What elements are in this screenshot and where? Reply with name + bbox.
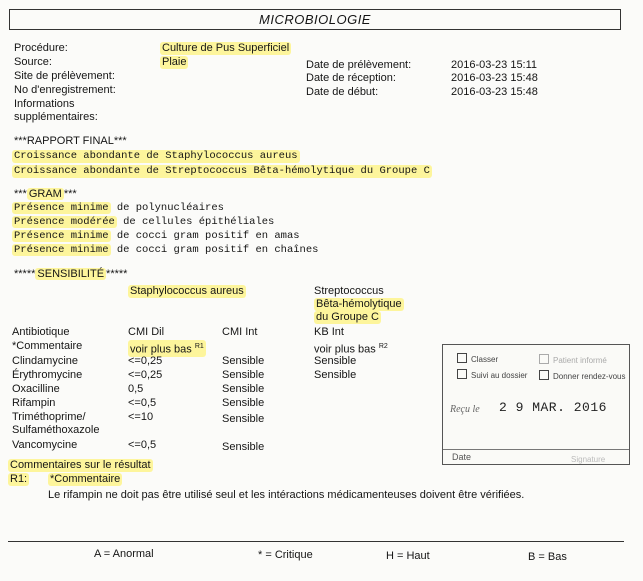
cmi-int-value: Sensible [222, 413, 265, 425]
antibiotic-name: Rifampin [12, 397, 56, 409]
cmi-dil-value: <=0,25 [128, 355, 163, 367]
stamp-divider [443, 449, 629, 450]
cmi-dil-value: <=0,25 [128, 369, 163, 381]
comments-heading: Commentaires sur le résultat [10, 459, 151, 471]
antibiotic-name: Érythromycine [12, 369, 83, 381]
cmi-int-value: Sensible [222, 441, 265, 453]
collection-site-label: Site de prélèvement: [14, 70, 115, 82]
gram-line-1: Présence minime de polynucléaires [14, 202, 224, 214]
col-kb-int-header: KB Int [314, 326, 344, 338]
comment-text: Le rifampin ne doit pas être utilisé seul et les intéractions médicamenteuses doivent être vérifiées. [48, 489, 525, 501]
gram-heading: *** GRAM *** [14, 188, 77, 200]
follow-up-option: Suivi au dossier [457, 369, 527, 381]
source-label: Source: [14, 56, 52, 68]
col-cmi-int-header: CMI Int [222, 326, 258, 338]
cmi-dil-value: 0,5 [128, 383, 144, 395]
additional-info-label-1: Informations [14, 98, 75, 110]
receipt-date-value: 2016-03-23 15:48 [451, 72, 538, 84]
gram-line-2: Présence modérée de cellules épithéliales [14, 216, 275, 228]
organism-2-name-line-3: du Groupe C [316, 311, 379, 323]
source-value: Plaie [162, 56, 187, 68]
organism-2-name-line-2: Bêta-hémolytique [316, 298, 402, 310]
sensitivity-heading: ***** SENSIBILITÉ ***** [14, 268, 128, 280]
cmi-int-value: Sensible [222, 369, 265, 381]
col-antibiotic-header: Antibiotique [12, 326, 70, 338]
cmi-int-value: Sensible [222, 383, 265, 395]
gram-line-4: Présence minime de cocci gram positif en chaînes [14, 244, 319, 256]
checkbox-icon [539, 354, 549, 364]
kb-int-value: Sensible [314, 355, 357, 367]
see-below-r2: voir plus bas $^{R2}$ [314, 343, 388, 356]
comment-title: *Commentaire [50, 473, 121, 485]
see-below-r1: voir plus bas $^{R1}$ [128, 340, 206, 357]
report-title: MICROBIOLOGIE [9, 9, 621, 30]
checkbox-icon [539, 370, 549, 380]
kb-int-value: Sensible [314, 369, 357, 381]
antibiotic-name: Clindamycine [12, 355, 79, 367]
legend-low: B = Bas [528, 551, 567, 563]
final-report-heading: ***RAPPORT FINAL*** [14, 135, 127, 147]
received-date: 2 9 MAR. 2016 [499, 400, 607, 415]
procedure-value: Culture de Pus Superficiel [162, 42, 290, 54]
start-date-label: Date de début: [306, 86, 379, 98]
antibiotic-name: Oxacilline [12, 383, 60, 395]
stamp-date-label: Date [452, 452, 472, 462]
antibiotic-name-line-2: Sulfaméthoxazole [12, 424, 100, 436]
cmi-int-value: Sensible [222, 397, 265, 409]
cmi-dil-value: <=0,5 [128, 397, 157, 409]
organism-2-name-line-1: Streptococcus [314, 285, 384, 297]
antibiotic-name: Triméthoprime/ [12, 411, 86, 423]
faded-option-2: Donner rendez-vous [539, 370, 625, 382]
checkbox-icon [457, 369, 467, 379]
legend-high: H = Haut [386, 550, 430, 562]
cmi-dil-value: <=10 [128, 411, 154, 423]
comment-row-label: *Commentaire [12, 340, 83, 352]
start-date-value: 2016-03-23 15:48 [451, 86, 538, 98]
record-number-label: No d'enregistrement: [14, 84, 116, 96]
comment-ref-r1: R1: [10, 473, 28, 485]
legend-abnormal: A = Anormal [94, 548, 154, 560]
antibiotic-name: Vancomycine [12, 439, 78, 451]
faded-option-1: Patient informé [539, 354, 607, 366]
cmi-dil-value: <=0,5 [128, 439, 157, 451]
additional-info-label-2: supplémentaires: [14, 111, 98, 123]
col-cmi-dil-header: CMI Dil [128, 326, 165, 338]
footer-divider [8, 541, 624, 542]
received-label: Reçu le [450, 404, 480, 415]
stamp-signature-label: Signature [571, 455, 606, 464]
gram-line-3: Présence minime de cocci gram positif en amas [14, 230, 300, 242]
cmi-int-value: Sensible [222, 355, 265, 367]
organism-1-name: Staphylococcus aureus [130, 285, 244, 297]
final-report-line-1: Croissance abondante de Staphylococcus aureus [14, 150, 298, 162]
legend-critical: * = Critique [258, 549, 313, 561]
procedure-label: Procédure: [14, 42, 68, 54]
received-stamp [442, 344, 630, 465]
final-report-line-2: Croissance abondante de Streptococcus Bêta-hémolytique du Groupe C [14, 165, 430, 177]
receipt-date-label: Date de réception: [306, 72, 396, 84]
collection-date-label: Date de prélèvement: [306, 59, 412, 71]
collection-date-value: 2016-03-23 15:11 [451, 59, 538, 71]
checkbox-icon [457, 353, 467, 363]
classer-option: Classer [457, 353, 498, 365]
